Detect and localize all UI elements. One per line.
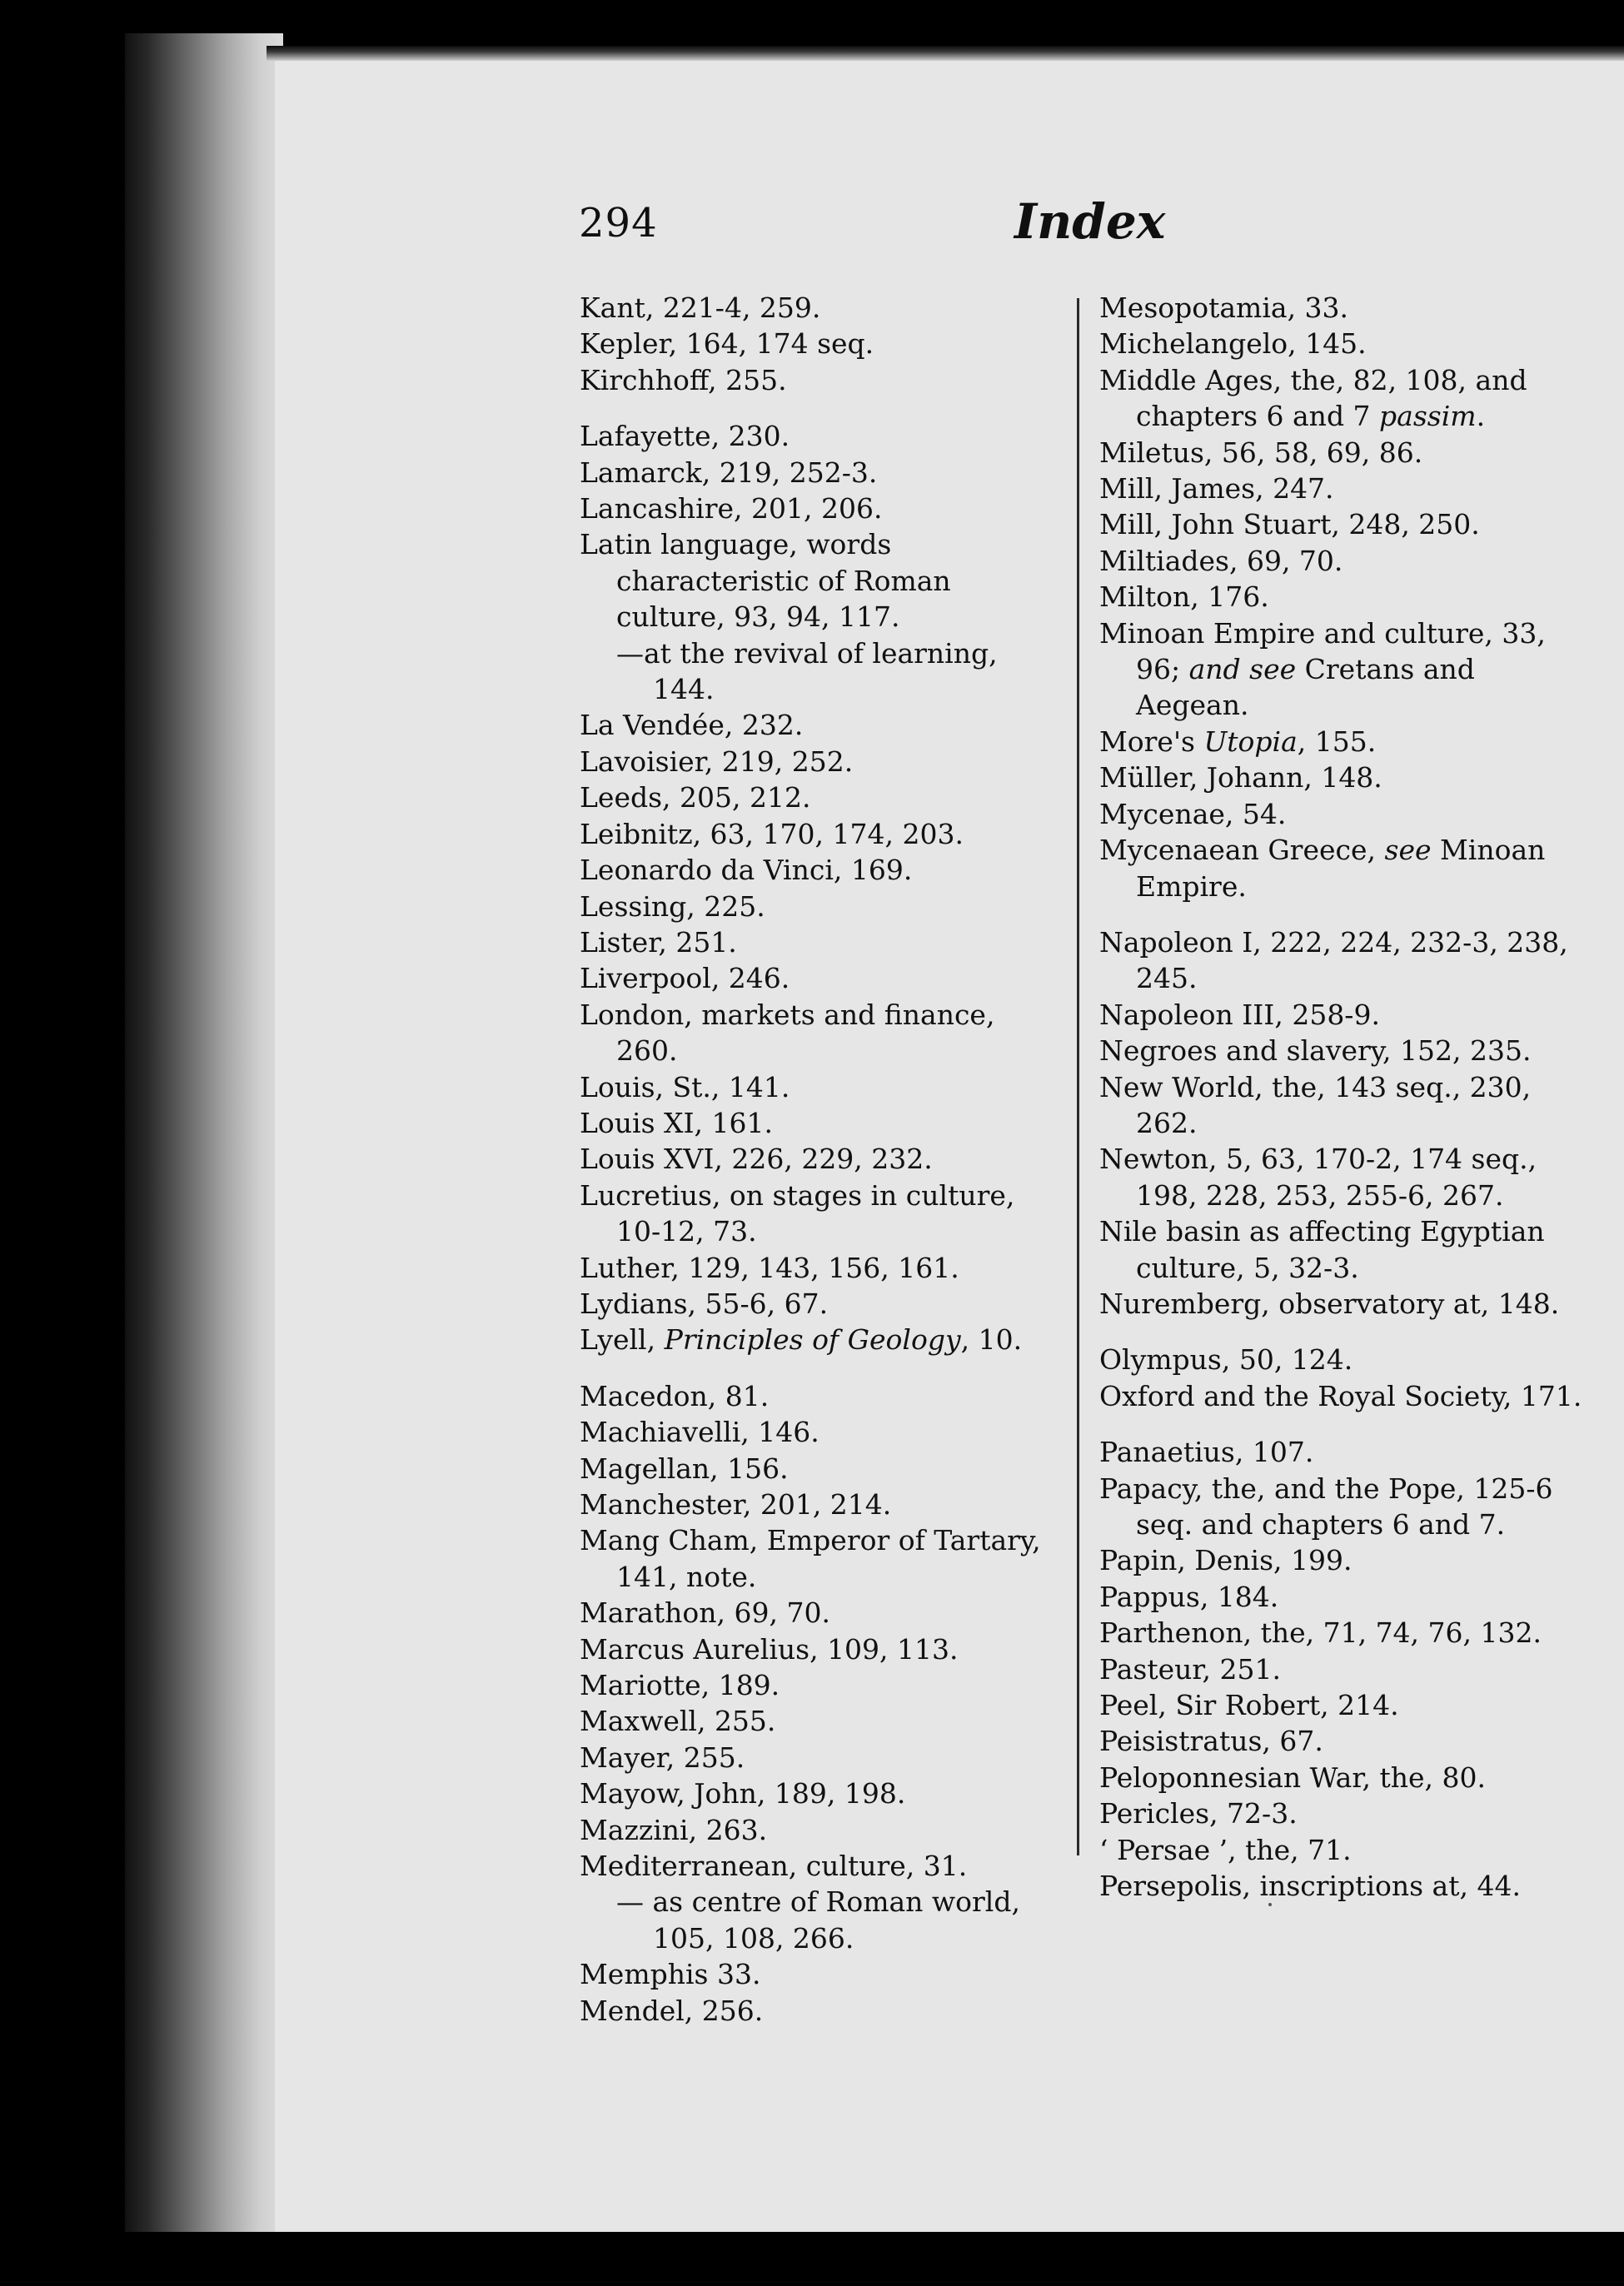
entry-italic-text: Principles of Geology (664, 1323, 961, 1357)
entry-italic-text: passim (1379, 400, 1477, 433)
index-entry (580, 1322, 1063, 1357)
index-entry: Luther, 129, 143, 156, 161. (580, 1251, 959, 1284)
index-entry: Lamarck, 219, 252-3. (580, 456, 878, 489)
index-entry: Lydians, 55-6, 67. (580, 1287, 829, 1320)
index-entry (1099, 615, 1582, 724)
index-entry: Peel, Sir Robert, 214. (1099, 1689, 1399, 1722)
index-entry: London, markets and finance, 260. (580, 998, 995, 1068)
entry-text: . (1476, 400, 1486, 433)
index-entry: Napoleon III, 258-9. (1099, 998, 1380, 1031)
index-entry: Nuremberg, observatory at, 148. (1099, 1287, 1560, 1320)
index-entry: Mayer, 255. (580, 1741, 745, 1774)
index-entry: Louis XVI, 226, 229, 232. (580, 1143, 933, 1176)
index-entry: Lessing, 225. (580, 889, 765, 923)
index-entry: Mesopotamia, 33. (1099, 291, 1349, 324)
index-entry: Marathon, 69, 70. (580, 1596, 830, 1630)
index-entry: Marcus Aurelius, 109, 113. (580, 1632, 959, 1666)
index-entry: Mazzini, 263. (580, 1813, 768, 1846)
entry-text: , 10. (960, 1323, 1023, 1357)
index-entry: Milton, 176. (1099, 580, 1269, 614)
index-entry: Peloponnesian War, the, 80. (1099, 1761, 1486, 1794)
column-divider (1077, 298, 1079, 1855)
index-entry: Liverpool, 246. (580, 962, 790, 995)
index-entry: Mill, John Stuart, 248, 250. (1099, 508, 1480, 541)
entry-text: More's (1099, 725, 1204, 758)
index-entry: Lavoisier, 219, 252. (580, 745, 854, 778)
index-entry: Leonardo da Vinci, 169. (580, 854, 913, 887)
letter-group-gap (580, 1358, 1063, 1378)
index-entry: ‘ Persae ’, the, 71. (1099, 1833, 1352, 1866)
index-entry: Louis XI, 161. (580, 1106, 773, 1139)
index-entry: Leibnitz, 63, 170, 174, 203. (580, 817, 964, 850)
entry-italic-text: see (1384, 834, 1432, 867)
index-column-left (580, 290, 1063, 2029)
index-entry: Pericles, 72-3. (1099, 1797, 1298, 1830)
index-entry: Mill, James, 247. (1099, 472, 1334, 506)
index-entry: Panaetius, 107. (1099, 1436, 1314, 1469)
index-entry: Memphis 33. (580, 1958, 761, 1991)
index-entry: Mendel, 256. (580, 1994, 764, 2027)
index-entry: Lucretius, on stages in culture, 10-12, 73. (580, 1178, 1015, 1248)
index-entry: La Vendée, 232. (580, 709, 804, 742)
index-entry (1099, 362, 1582, 435)
page-top-shadow (267, 46, 1624, 61)
index-entry: Oxford and the Royal Society, 171. (1099, 1379, 1582, 1412)
index-entry: Miltiades, 69, 70. (1099, 544, 1343, 577)
entry-text: Cretans and Aegean. (1136, 653, 1475, 722)
index-entry: Mang Cham, Emperor of Tartary, 141, note. (580, 1524, 1041, 1593)
letter-group-gap (1099, 904, 1582, 924)
index-entry: Kepler, 164, 174 seq. (580, 327, 874, 361)
entry-text: Mycenaean Greece, (1099, 834, 1385, 867)
index-entry: Olympus, 50, 124. (1099, 1343, 1353, 1377)
letter-group-gap (1099, 1322, 1582, 1342)
index-entry: Peisistratus, 67. (1099, 1725, 1323, 1758)
page-number: 294 (579, 200, 658, 247)
index-entry: Macedon, 81. (580, 1379, 770, 1412)
index-column-right (1099, 290, 1582, 1904)
index-subentry: —at the revival of learning, 144. (616, 636, 998, 706)
index-entry: Leeds, 205, 212. (580, 781, 811, 814)
index-entry: Persepolis, inscriptions at, 44. (1099, 1870, 1521, 1903)
entry-italic-text: Utopia (1203, 725, 1298, 758)
letter-group-gap (580, 398, 1063, 418)
index-entry: Papacy, the, and the Pope, 125-6 seq. and chapters 6 and 7. (1099, 1472, 1553, 1541)
index-entry: Maxwell, 255. (580, 1705, 776, 1738)
index-entry (1099, 724, 1582, 760)
running-head: Index (1014, 193, 1166, 250)
index-entry: Napoleon I, 222, 224, 232-3, 238, 245. (1099, 925, 1568, 995)
index-entry: Nile basin as affecting Egyptian culture, 5, 32-3. (1099, 1215, 1545, 1284)
index-entry: Mediterranean, culture, 31. (580, 1850, 968, 1883)
index-entry: Pappus, 184. (1099, 1580, 1279, 1613)
index-entry: New World, the, 143 seq., 230, 262. (1099, 1070, 1532, 1139)
index-entry: Kirchhoff, 255. (580, 363, 787, 396)
index-subentry: — as centre of Roman world, 105, 108, 266. (616, 1885, 1020, 1955)
entry-text: Lyell, (580, 1323, 665, 1357)
index-entry: Magellan, 156. (580, 1452, 789, 1485)
index-entry: Papin, Denis, 199. (1099, 1544, 1353, 1577)
index-entry: Pasteur, 251. (1099, 1652, 1281, 1686)
index-entry: Newton, 5, 63, 170-2, 174 seq., 198, 228, 253, 255-6, 267. (1099, 1143, 1537, 1212)
index-entry: Mariotte, 189. (580, 1669, 780, 1702)
index-entry: Lafayette, 230. (580, 420, 790, 453)
index-entry: Louis, St., 141. (580, 1070, 790, 1103)
index-entry: Müller, Johann, 148. (1099, 761, 1382, 794)
index-entry: Machiavelli, 146. (580, 1416, 819, 1449)
index-entry: Lister, 251. (580, 925, 737, 959)
entry-text: , 155. (1297, 725, 1377, 758)
book-page-edges (125, 33, 283, 2232)
index-entry: Michelangelo, 145. (1099, 327, 1367, 361)
entry-italic-text: and see (1188, 653, 1297, 686)
index-entry: Manchester, 201, 214. (580, 1488, 892, 1521)
speck-mark (1268, 1903, 1272, 1906)
index-entry: Lancashire, 201, 206. (580, 492, 883, 525)
index-entry: Miletus, 56, 58, 69, 86. (1099, 436, 1423, 469)
entry-text: Middle Ages, the, 82, 108, and chapters 6 and 7 (1099, 363, 1527, 433)
index-entry: Mycenae, 54. (1099, 797, 1287, 830)
entry-text: Minoan Empire and culture, 33, 96; (1099, 616, 1546, 686)
letter-group-gap (1099, 1414, 1582, 1434)
index-entry: Parthenon, the, 71, 74, 76, 132. (1099, 1616, 1542, 1650)
index-entry: Latin language, words characteristic of Roman culture, 93, 94, 117. (580, 528, 951, 634)
index-entry: Negroes and slavery, 152, 235. (1099, 1034, 1532, 1068)
index-entry: Kant, 221-4, 259. (580, 291, 821, 324)
entry-text: Minoan Empire. (1136, 834, 1546, 903)
index-entry (1099, 832, 1582, 904)
index-entry: Mayow, John, 189, 198. (580, 1777, 906, 1810)
